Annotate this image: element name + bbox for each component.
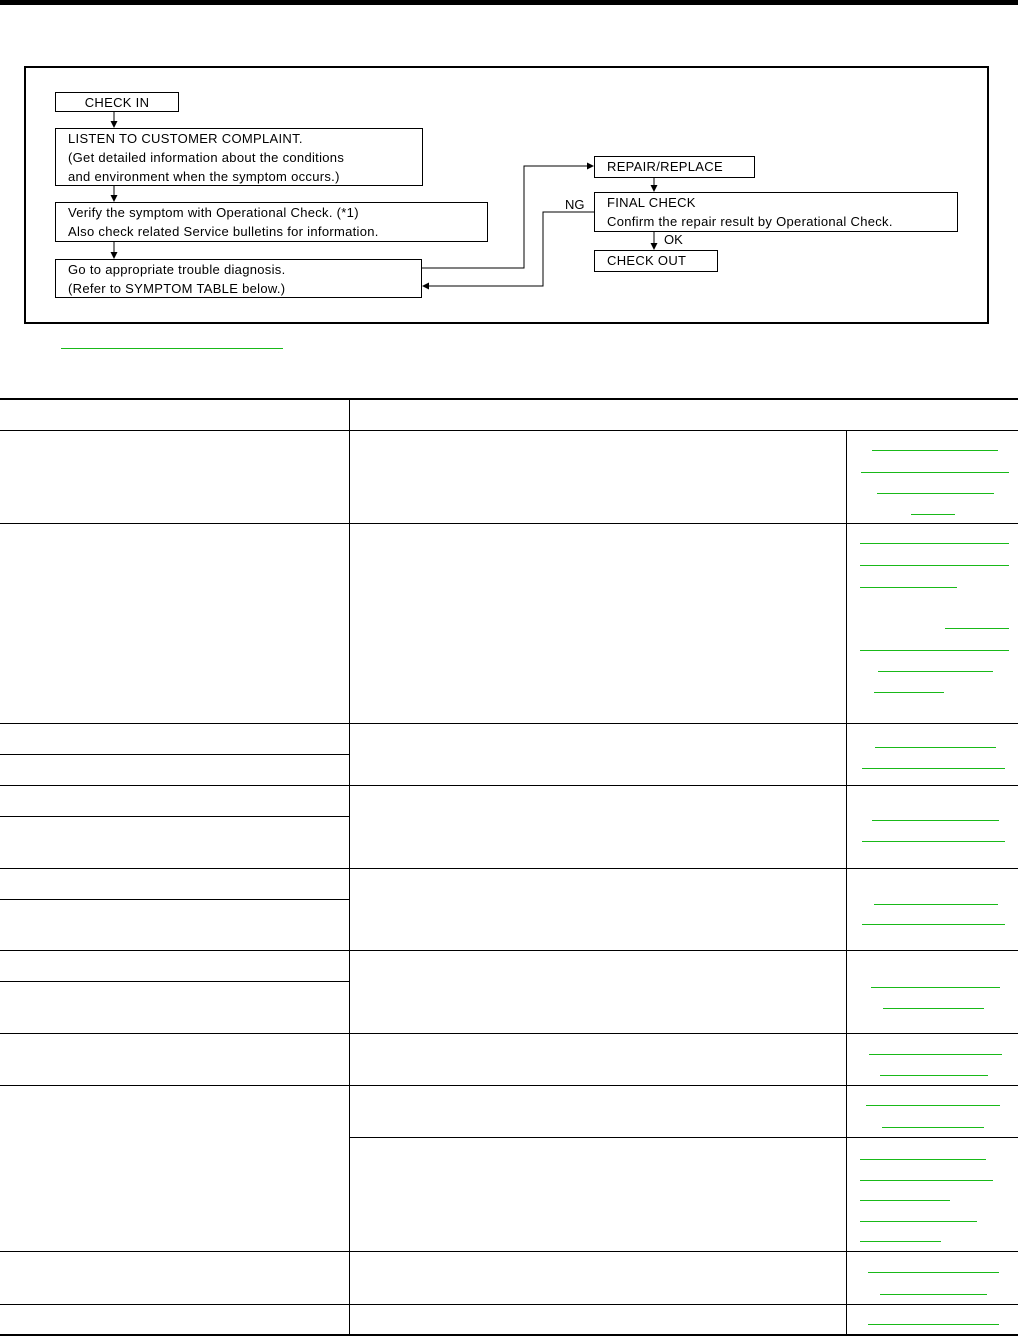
row-line	[0, 816, 349, 817]
listen-line-2: (Get detailed information about the conditions	[68, 150, 345, 165]
col-divider-2	[846, 430, 847, 1336]
row-line	[0, 1304, 1018, 1305]
repair-replace-box: REPAIR/REPLACE	[594, 156, 755, 178]
row-line	[0, 430, 1018, 431]
ref-link[interactable]	[862, 924, 1005, 925]
check-in-box: CHECK IN	[55, 92, 179, 112]
row-line	[0, 523, 1018, 524]
ref-link[interactable]	[880, 1075, 988, 1076]
arrow-goto-repair	[422, 166, 593, 268]
goto-line-2: (Refer to SYMPTOM TABLE below.)	[68, 281, 286, 296]
ref-link[interactable]	[862, 768, 1005, 769]
ref-link[interactable]	[860, 543, 1009, 544]
ref-link[interactable]	[860, 565, 1009, 566]
ref-link[interactable]	[868, 1324, 999, 1325]
ref-link[interactable]	[882, 1127, 984, 1128]
ref-link[interactable]	[868, 1272, 999, 1273]
ref-link[interactable]	[883, 1008, 984, 1009]
ref-link[interactable]	[860, 1241, 941, 1242]
row-line	[0, 723, 1018, 724]
flow-arrows	[0, 0, 1018, 340]
ref-link[interactable]	[880, 1294, 987, 1295]
ref-link[interactable]	[874, 904, 998, 905]
reference-link[interactable]	[61, 334, 283, 349]
ref-link[interactable]	[862, 841, 1005, 842]
ref-link[interactable]	[860, 1221, 977, 1222]
ref-link[interactable]	[872, 820, 999, 821]
ref-link[interactable]	[860, 650, 1009, 651]
ref-link[interactable]	[860, 587, 957, 588]
row-line	[0, 1251, 1018, 1252]
listen-line-3: and environment when the symptom occurs.)	[68, 169, 340, 184]
ok-label: OK	[664, 232, 683, 247]
row-line	[0, 785, 1018, 786]
row-line	[0, 754, 349, 755]
ref-link[interactable]	[860, 1180, 993, 1181]
ref-link[interactable]	[875, 747, 996, 748]
ref-link[interactable]	[878, 671, 993, 672]
listen-line-1: LISTEN TO CUSTOMER COMPLAINT.	[68, 131, 303, 146]
ref-link[interactable]	[866, 1105, 1000, 1106]
row-line	[349, 1137, 1018, 1138]
row-line	[0, 1085, 1018, 1086]
row-line	[0, 950, 1018, 951]
verify-line-1: Verify the symptom with Operational Check. (*1)	[68, 205, 359, 220]
ref-link[interactable]	[860, 1159, 986, 1160]
row-line	[0, 981, 349, 982]
final-line-1: FINAL CHECK	[607, 195, 696, 210]
row-line	[0, 868, 1018, 869]
ref-link[interactable]	[877, 493, 994, 494]
row-line	[0, 1033, 1018, 1034]
arrow-final-ng-goto	[423, 212, 594, 286]
row-line	[0, 899, 349, 900]
ref-link[interactable]	[871, 987, 1000, 988]
ref-link[interactable]	[861, 472, 1009, 473]
ref-link[interactable]	[874, 692, 944, 693]
ref-link[interactable]	[869, 1054, 1002, 1055]
check-out-box: CHECK OUT	[594, 250, 718, 272]
verify-line-2: Also check related Service bulletins for information.	[68, 224, 379, 239]
ref-link[interactable]	[911, 514, 955, 515]
goto-line-1: Go to appropriate trouble diagnosis.	[68, 262, 286, 277]
ng-label: NG	[565, 197, 585, 212]
final-line-2: Confirm the repair result by Operational Check.	[607, 214, 893, 229]
ref-link[interactable]	[860, 1200, 950, 1201]
ref-link[interactable]	[945, 628, 1009, 629]
ref-link[interactable]	[872, 450, 998, 451]
table-top-rule	[0, 398, 1018, 400]
